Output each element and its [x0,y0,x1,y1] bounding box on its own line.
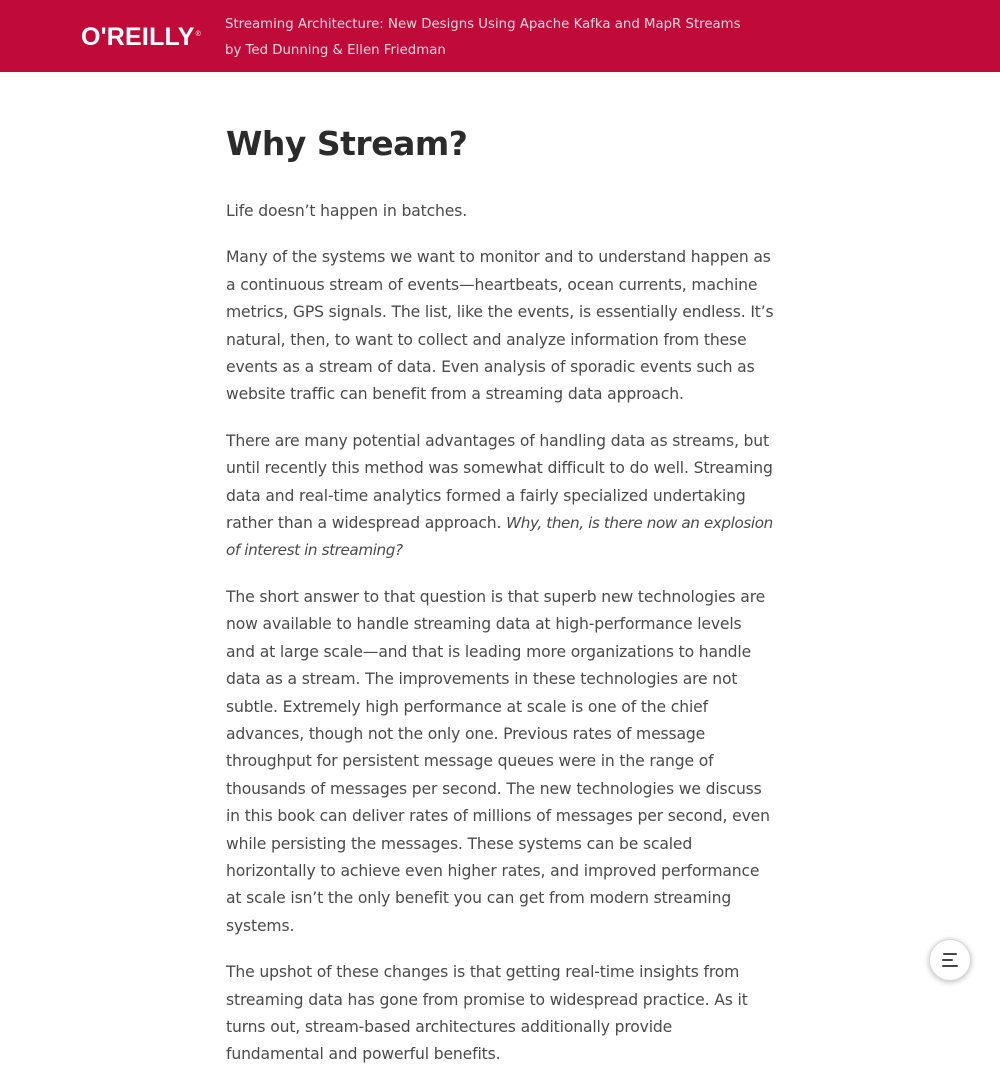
chapter-content [226,120,774,1088]
chapter-title: Why Stream? [226,124,468,163]
paragraph-events: Many of the systems we want to monitor and to understand happen as a continuous stream of events—heartbeats, ocean currents, machine metrics, GPS signals. The list, like the events, is essentially endless. It’s natural, then, to want to collect and analyze information from these events as a stream of data. Even analysis of sporadic events such as website traffic can benefit from a streaming data approach. [226,248,774,404]
paragraph-upshot: The upshot of these changes is that getting real-time insights from streaming data has gone from promise to widespread practice. As it turns out, stream-based architectures additionally provide fundamental and powerful benefits. [226,963,748,1064]
oreilly-logo[interactable] [81,22,201,52]
table-of-contents-button[interactable] [929,939,971,981]
book-title-link[interactable]: Streaming Architecture: New Designs Using Apache Kafka and MapR Streams [225,17,741,32]
italic-question: Why, then, is there now an explosion of interest in streaming? [226,514,773,560]
logo-registered-mark: ® [195,31,201,38]
paragraph-intro: Life doesn’t happen in batches. [226,202,468,220]
top-banner [0,0,1000,72]
book-authors-link[interactable]: by Ted Dunning & Ellen Friedman [225,43,446,58]
paragraph-advantages-text: There are many potential advantages of handling data as streams, but until recently this method was somewhat difficult to do well. Streaming data and real-time analytics formed a fairly specialized undertaking rather than a widespread approach. [226,431,773,533]
paragraph-short-answer: The short answer to that question is that superb new technologies are now available to handle streaming data at high-performance levels and at large scale—and that is leading more organizations to handle data as a stream. The improvements in these technologies are not subtle. Extremely high performance at scale is one of the chief advances, though not the only one. Previous rates of message throughput for persistent message queues were in the range of thousands of messages per second. The new technologies we discuss in this book can deliver rates of millions of messages per second, even while persisting the messages. These systems can be scaled horizontally to achieve even higher rates, and improved performance at scale isn’t the only benefit you can get from modern streaming systems. [226,587,770,935]
paragraph-advantages [226,428,774,565]
logo-text: O'REILLY [81,23,195,51]
book-meta [225,12,741,64]
